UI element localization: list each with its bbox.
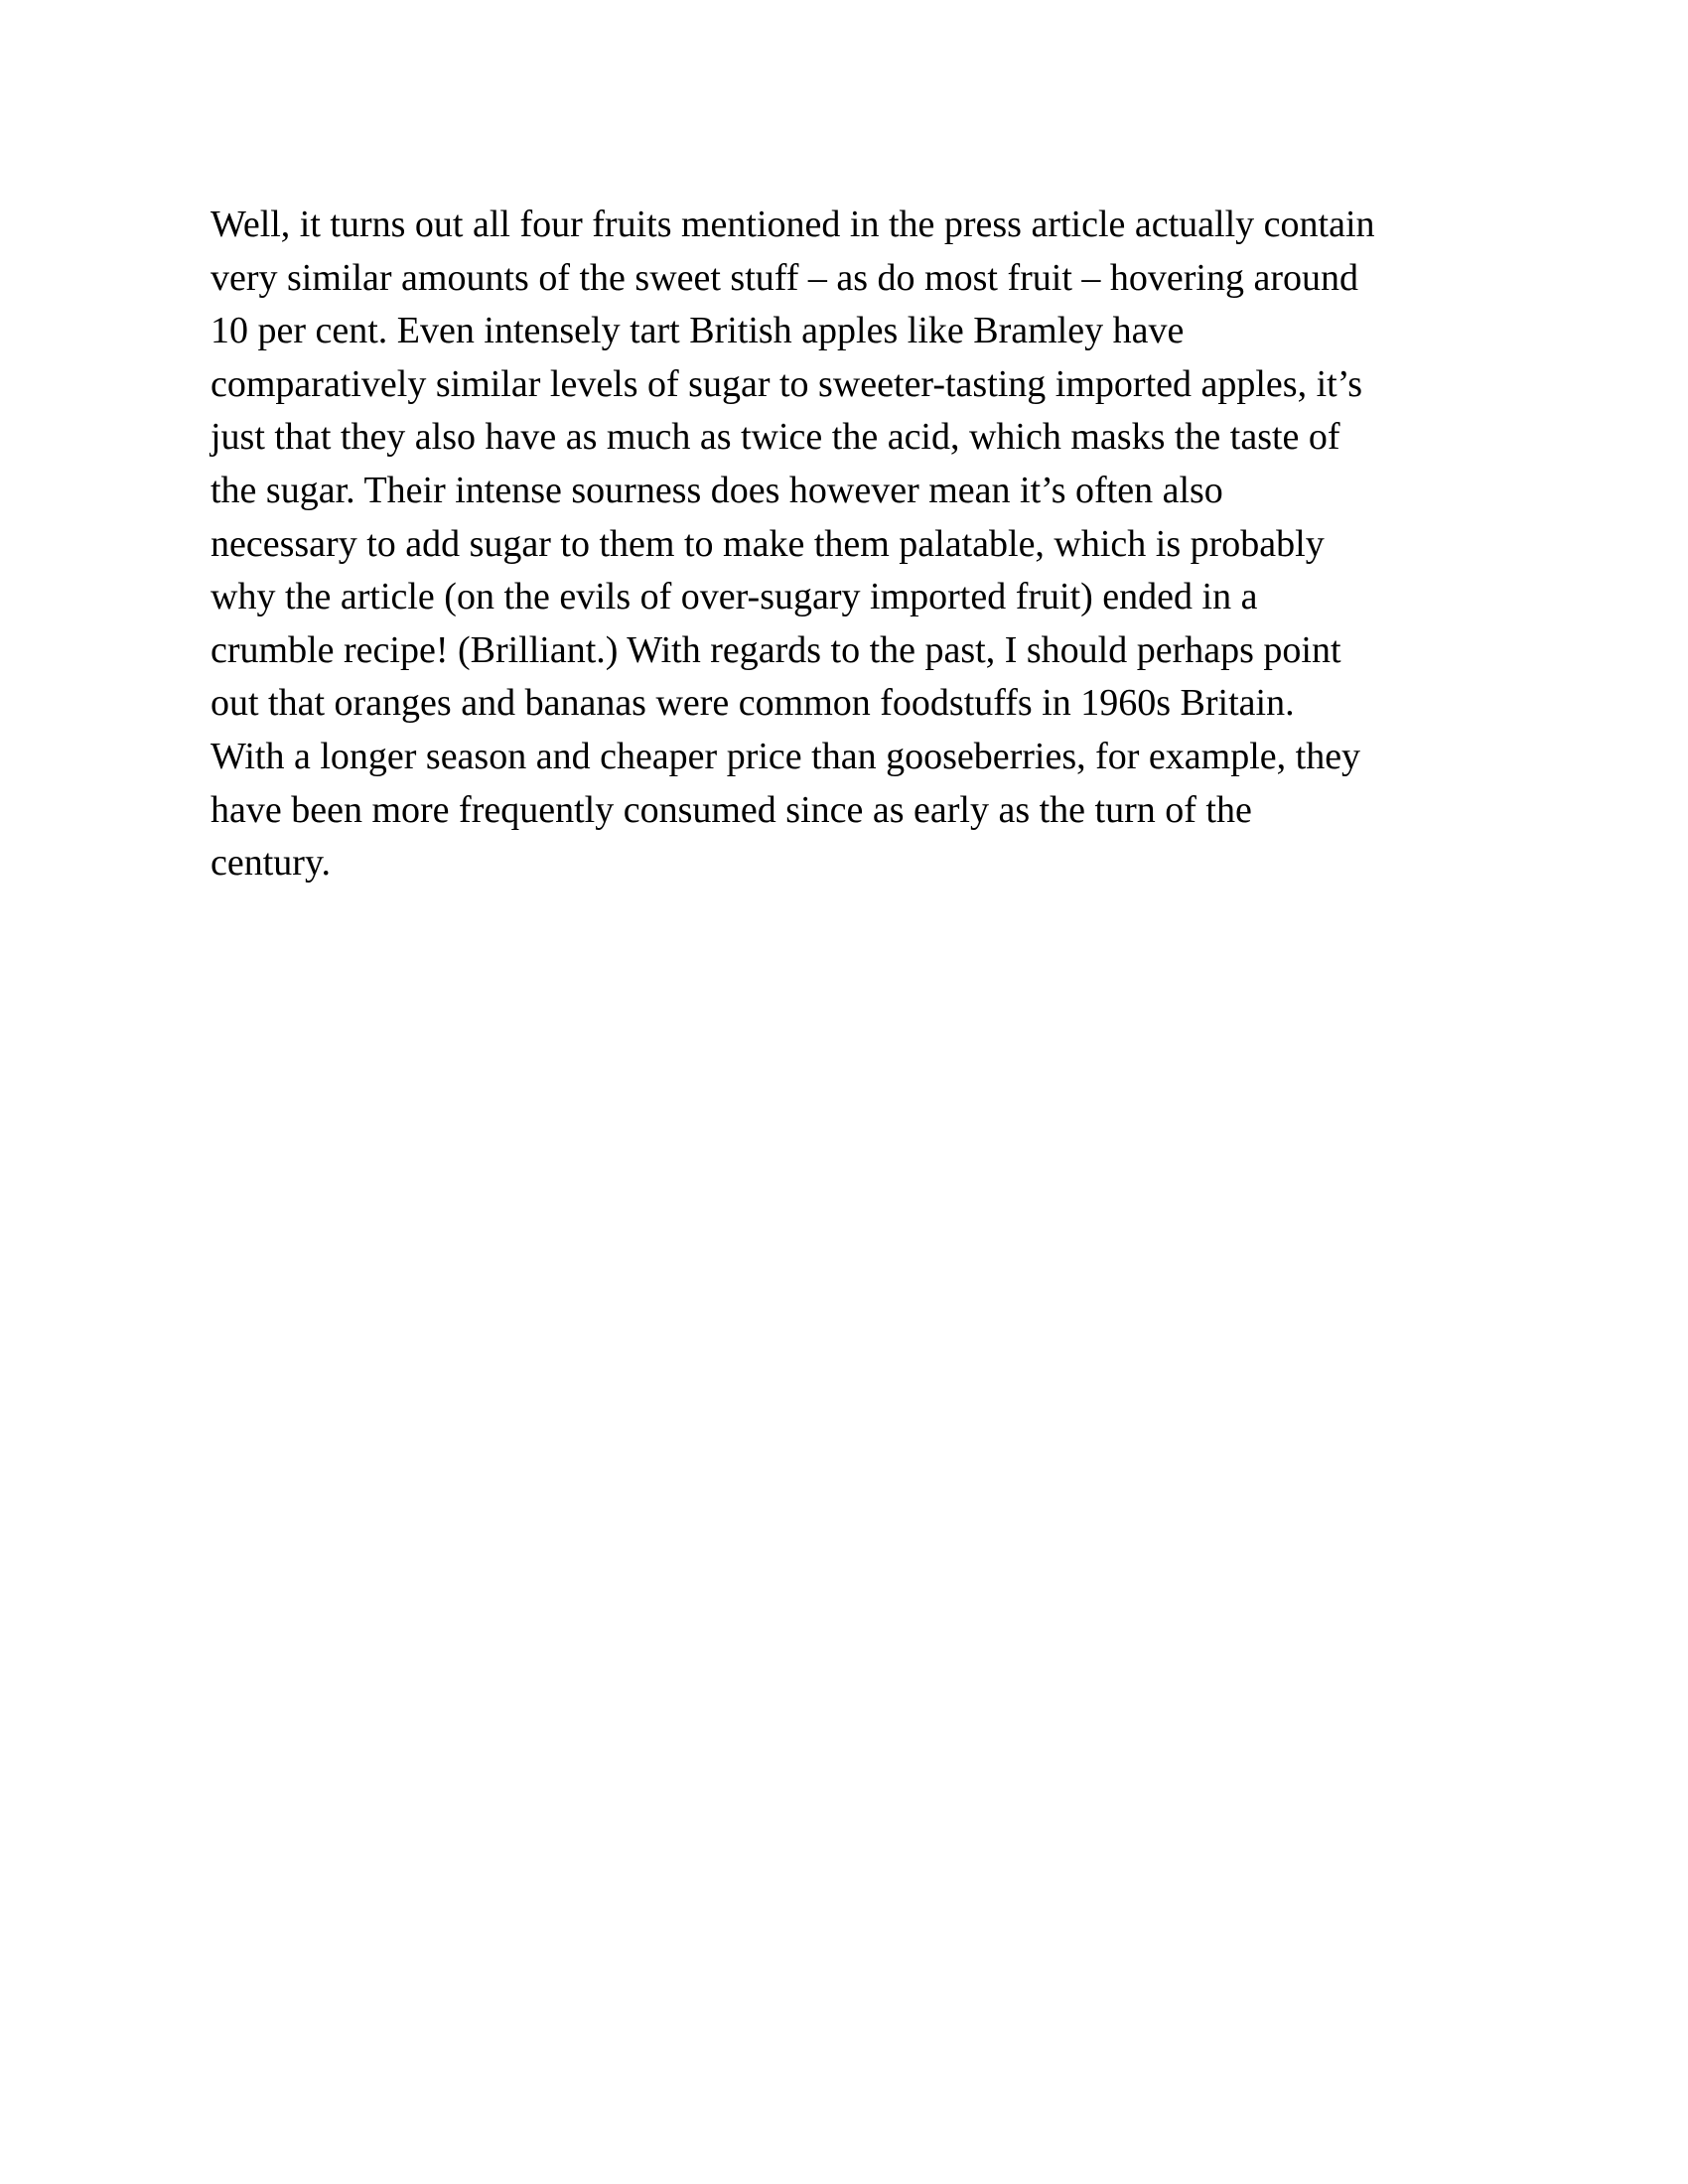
paragraph-line: comparatively similar levels of sugar to sweeter-tasting imported apples, it’s [211,362,1363,405]
paragraph-line: out that oranges and bananas were common foodstuffs in 1960s Britain. [211,682,1295,725]
paragraph-line: have been more frequently consumed since as early as the turn of the [211,788,1252,831]
paragraph-line: the sugar. Their intense sourness does however mean it’s often also [211,469,1223,511]
paragraph-line: 10 per cent. Even intensely tart British apples like Bramley have [211,310,1185,352]
paragraph-line: very similar amounts of the sweet stuff – as do most fruit – hovering around [211,256,1358,299]
paragraph-line: Well, it turns out all four fruits mentioned in the press article actually contain [211,204,1375,245]
body-paragraph [211,199,1501,890]
paragraph-line: why the article (on the evils of over-sugary imported fruit) ended in a [211,576,1258,618]
paragraph-line: just that they also have as much as twice the acid, which masks the taste of [211,416,1340,459]
paragraph-line: With a longer season and cheaper price than gooseberries, for example, they [211,735,1361,777]
paragraph-line: century. [211,842,331,885]
paragraph-line: necessary to add sugar to them to make them palatable, which is probably [211,522,1325,565]
paragraph-line: crumble recipe! (Brilliant.) With regards to the past, I should perhaps point [211,628,1341,671]
